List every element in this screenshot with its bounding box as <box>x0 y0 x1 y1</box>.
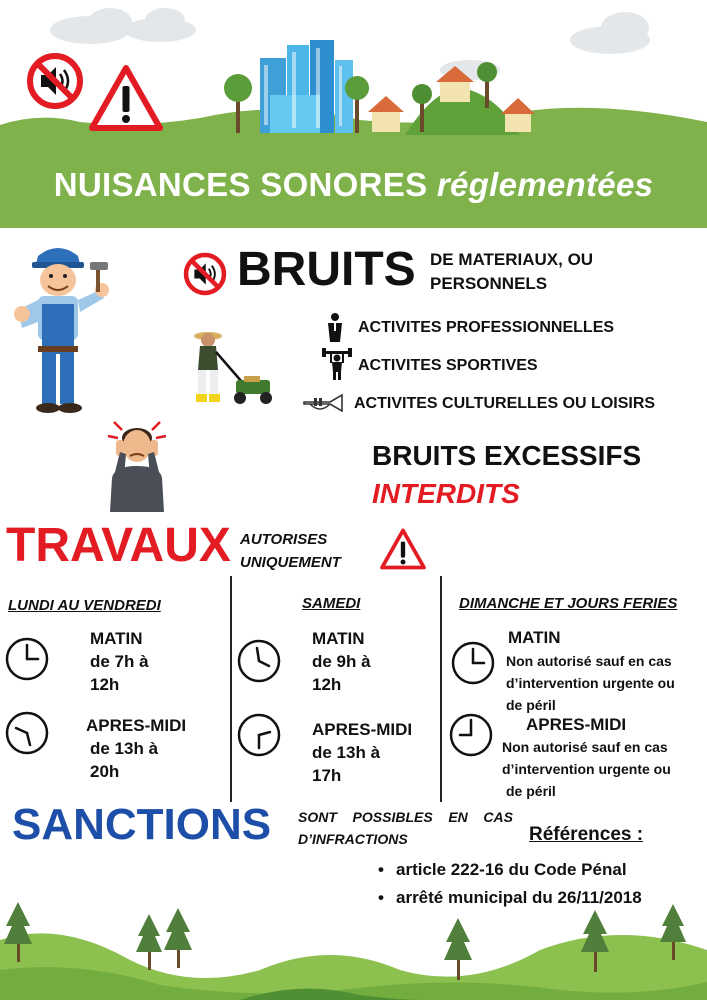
weekdays-afternoon <box>86 714 186 783</box>
page-title <box>0 166 707 204</box>
clock-icon <box>450 640 496 686</box>
bruits-title: BRUITS <box>237 243 416 296</box>
annoyed-person-illustration <box>104 416 170 512</box>
travaux-title: TRAVAUX <box>6 519 231 572</box>
sunday-afternoon-line1: Non autorisé sauf en cas <box>502 739 668 755</box>
no-sound-icon <box>183 252 227 296</box>
interdits-label: INTERDITS <box>372 478 520 509</box>
sanctions-title: SANCTIONS <box>12 800 272 849</box>
schedule-header-saturday: SAMEDI <box>302 595 361 612</box>
activity-culture: ACTIVITES CULTURELLES OU LOISIRS <box>354 395 656 412</box>
activity-professional: ACTIVITES PROFESSIONNELLES <box>358 319 615 336</box>
weekdays-morning-line2: 12h <box>90 675 120 694</box>
saturday-morning-line2: 12h <box>312 675 342 694</box>
travaux-note-line1: AUTORISES <box>240 531 328 548</box>
suit-person-icon <box>324 312 346 344</box>
no-sound-icon <box>26 52 84 110</box>
sunday-morning-line2: d’intervention urgente ou <box>506 675 675 691</box>
weightlifter-icon <box>322 348 352 380</box>
reference-item: • arrêté municipal du 26/11/2018 <box>378 884 642 912</box>
gardener-illustration <box>184 326 284 406</box>
saturday-morning-label: MATIN <box>312 629 365 648</box>
bruits-excessifs: BRUITS EXCESSIFS <box>372 440 642 471</box>
clock-icon <box>236 638 282 684</box>
weekdays-morning-line1: de 7h à <box>90 652 149 671</box>
schedule-header-weekdays: LUNDI AU VENDREDI <box>8 597 161 614</box>
warning-icon <box>88 64 164 132</box>
schedule-header-sunday: DIMANCHE ET JOURS FERIES <box>459 595 678 612</box>
weekdays-afternoon-line2: 20h <box>90 762 120 781</box>
travaux-note <box>240 528 341 574</box>
sunday-morning-line3: de péril <box>506 697 556 713</box>
sanctions-note <box>298 806 513 850</box>
title-italic: réglementées <box>436 166 654 203</box>
sunday-afternoon-line3: de péril <box>506 783 556 799</box>
column-divider <box>230 576 232 802</box>
bottom-scene-illustration <box>0 900 707 1000</box>
weekdays-morning-label: MATIN <box>90 629 143 648</box>
bruits-subtitle-line2: PERSONNELS <box>430 274 548 293</box>
references-title: Références : <box>529 824 644 845</box>
clock-icon <box>448 712 494 758</box>
clock-icon <box>236 712 282 758</box>
activity-sports: ACTIVITES SPORTIVES <box>358 357 538 374</box>
weekdays-afternoon-line1: de 13h à <box>90 739 159 758</box>
saturday-morning-line1: de 9h à <box>312 652 371 671</box>
city-illustration <box>260 40 353 133</box>
worker-illustration <box>8 238 118 416</box>
sanctions-note-line1: SONT POSSIBLES EN CAS <box>298 809 513 825</box>
title-regular: NUISANCES SONORES <box>53 166 428 203</box>
reference-item: • article 222-16 du Code Pénal <box>378 856 642 884</box>
weekdays-afternoon-label: APRES-MIDI <box>86 716 187 735</box>
sunday-morning <box>506 650 675 716</box>
sunday-afternoon-line2: d’intervention urgente ou <box>502 761 671 777</box>
saturday-afternoon-line1: de 13h à <box>312 743 381 762</box>
sunday-afternoon-label: APRES-MIDI <box>526 715 627 734</box>
saturday-morning <box>312 627 371 696</box>
sunday-afternoon <box>502 736 671 802</box>
clock-icon <box>4 636 50 682</box>
sunday-morning-label: MATIN <box>508 628 561 647</box>
bruits-subtitle <box>430 248 660 296</box>
saturday-afternoon <box>312 718 412 787</box>
trumpet-icon <box>302 392 346 414</box>
sanctions-note-line2: D’INFRACTIONS <box>298 831 408 847</box>
clock-icon <box>4 710 50 756</box>
weekdays-morning <box>90 627 149 696</box>
travaux-note-line2: UNIQUEMENT <box>240 554 341 571</box>
column-divider <box>440 576 442 802</box>
sunday-morning-line1: Non autorisé sauf en cas <box>506 653 672 669</box>
saturday-afternoon-label: APRES-MIDI <box>312 720 413 739</box>
saturday-afternoon-line2: 17h <box>312 766 342 785</box>
warning-icon <box>378 528 428 570</box>
bruits-subtitle-line1: DE MATERIAUX, OU <box>430 250 594 269</box>
